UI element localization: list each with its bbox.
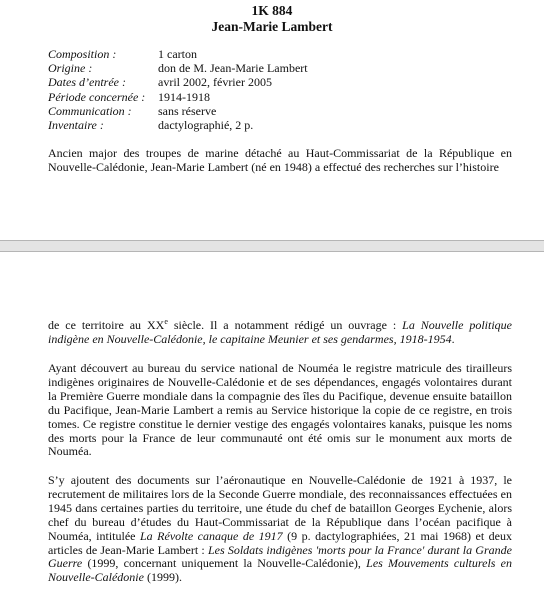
meta-label: Communication : bbox=[48, 103, 132, 118]
meta-row-composition bbox=[48, 47, 308, 61]
call-number: 1K 884 bbox=[251, 3, 293, 18]
registre-paragraph: Ayant découvert au bureau du service national de Nouméa le registre matricule des tirailleurs indigènes originaires de Nouvelle-Calédonie et de ses dépendances, engagés volontaires durant la Première Guerre mondiale dans la compagnie des îles du Pacifique, devenue ensuite bataillon du Pacifique, Jean-Marie Lambert a remis au Service historique la copie de ce registre, en trois tomes. Ce registre constitue le dernier vestige des engagés volontaires kanaks, puisque les noms des morts pour la France de leur communauté ont été omis sur le monument aux morts de Nouméa. bbox=[48, 361, 512, 459]
meta-value: don de M. Jean-Marie Lambert bbox=[158, 61, 308, 76]
meta-value: dactylographié, 2 p. bbox=[158, 117, 254, 132]
meta-value: 1914-1918 bbox=[158, 89, 210, 104]
paragraph-text: S’y ajoutent des documents sur l’aéronautique en Nouvelle-Calédonie de 1921 à 1937, le recrutement de militaires lors de la Seconde Guerre mondiale, des reconnaissances effectuées en 1945 dans certaines parties du territoire, une étude du chef de bataillon Georges Eychenie, alors chef du bureau d’études du Haut-Commissariat de la République dans l’océan pacifique à Nouméa, intitulée bbox=[48, 473, 512, 543]
continuation-text: . bbox=[451, 331, 455, 346]
document-page-1 bbox=[0, 0, 544, 240]
meta-row-dates-entree bbox=[48, 75, 308, 89]
article-title: Les Soldats indigènes 'morts pour la France' durant la Grande Guerre bbox=[48, 542, 512, 571]
meta-value: sans réserve bbox=[158, 103, 217, 118]
meta-label: Dates d’entrée : bbox=[48, 75, 126, 90]
meta-label: Inventaire : bbox=[48, 117, 104, 132]
paragraph-text: (1999, concernant uniquement la Nouvelle-Calédonie), bbox=[82, 556, 367, 571]
continuation-paragraph bbox=[48, 319, 512, 347]
fonds-title: Jean-Marie Lambert bbox=[211, 19, 333, 34]
meta-value: 1 carton bbox=[158, 47, 197, 61]
meta-label: Composition : bbox=[48, 47, 117, 61]
study-title: La Révolte canaque de 1917 bbox=[140, 528, 283, 543]
meta-row-origine bbox=[48, 61, 308, 75]
continuation-text: siècle. Il a notamment rédigé un ouvrage : bbox=[167, 318, 403, 332]
article-title: Les Mouvements culturels en Nouvelle-Calédonie bbox=[48, 556, 512, 585]
work-title: La Nouvelle politique indigène en Nouvelle-Calédonie, le capitaine Meunier et ses gendarmes, 1918-1954 bbox=[48, 318, 512, 346]
century-superscript: e bbox=[164, 317, 168, 326]
meta-row-inventaire bbox=[48, 118, 308, 132]
meta-value: avril 2002, février 2005 bbox=[158, 75, 272, 90]
page-break bbox=[0, 240, 544, 252]
intro-paragraph: Ancien major des troupes de marine détaché au Haut-Commissariat de la République en Nouvelle-Calédonie, Jean-Marie Lambert (né en 1948) a effectué des recherches sur l’histoire bbox=[48, 146, 512, 174]
documents-paragraph bbox=[48, 474, 512, 585]
meta-label: Origine : bbox=[48, 61, 93, 76]
meta-row-periode bbox=[48, 90, 308, 104]
paragraph-text: (9 p. dactylographiées, 21 mai 1968) et deux articles de Jean-Marie Lambert : bbox=[48, 528, 512, 557]
document-page-2 bbox=[0, 252, 544, 600]
paragraph-text: (1999). bbox=[143, 570, 182, 585]
metadata-table bbox=[48, 47, 308, 132]
meta-row-communication bbox=[48, 104, 308, 118]
continuation-text: de ce territoire au XX bbox=[48, 318, 165, 332]
meta-label: Période concernée : bbox=[48, 89, 146, 104]
